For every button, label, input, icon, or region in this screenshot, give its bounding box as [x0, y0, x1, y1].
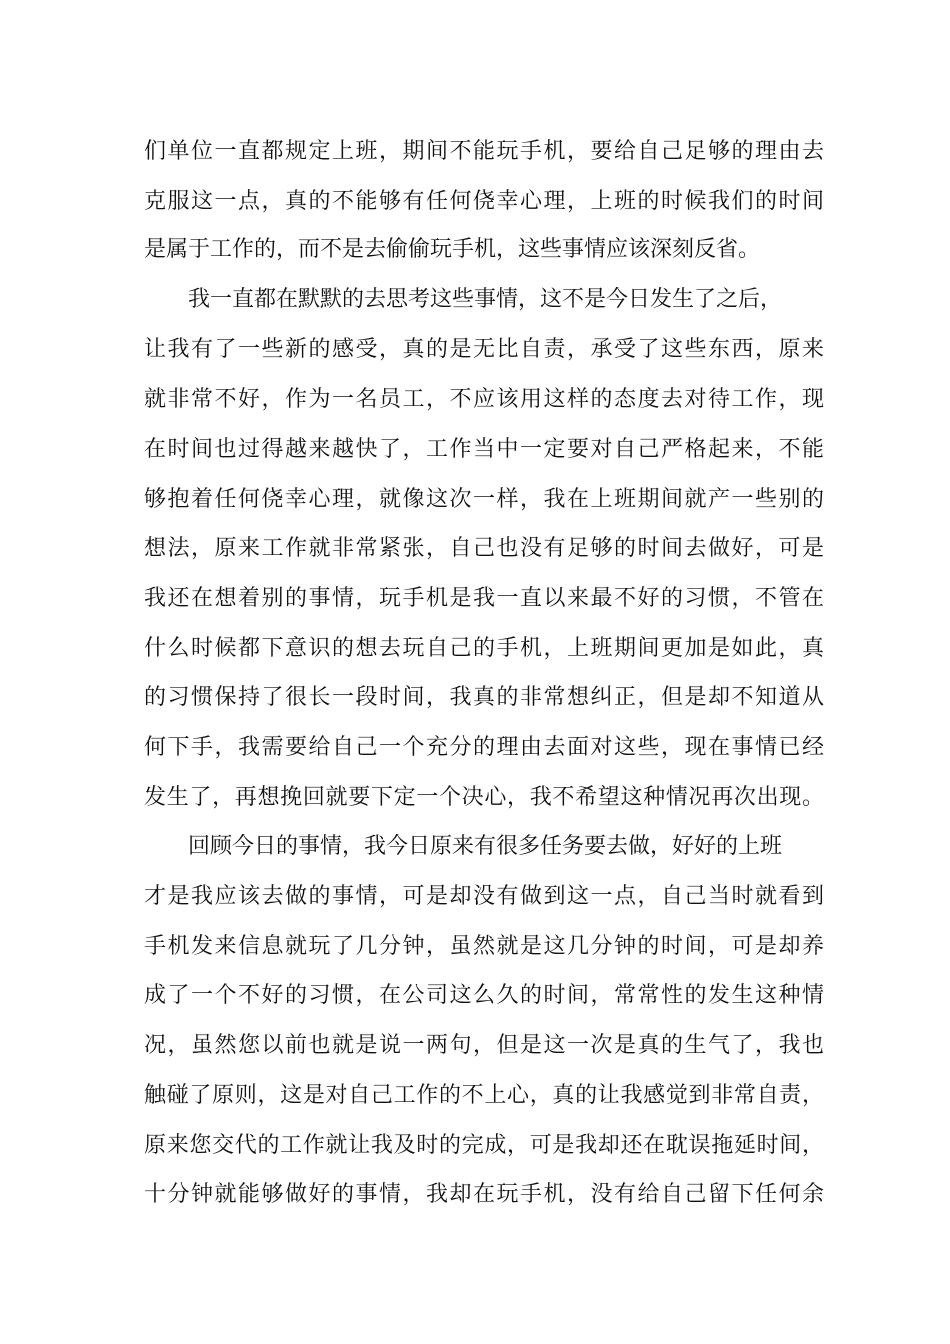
text-line: 想法，原来工作就非常紧张，自己也没有足够的时间去做好，可是	[144, 536, 824, 561]
text-line: 况，虽然您以前也就是说一两句，但是这一次是真的生气了，我也	[144, 1033, 824, 1058]
text-line: 就非常不好，作为一名员工，不应该用这样的态度去对待工作，现	[144, 387, 824, 412]
text-line: 手机发来信息就玩了几分钟，虽然就是这几分钟的时间，可是却养	[144, 934, 824, 959]
text-line: 够抱着任何侥幸心理，就像这次一样，我在上班期间就产一些别的	[144, 487, 824, 512]
text-line: 什么时候都下意识的想去玩自己的手机，上班期间更加是如此，真	[144, 636, 824, 661]
text-line: 十分钟就能够做好的事情，我却在玩手机，没有给自己留下任何余	[144, 1182, 824, 1207]
text-line: 触碰了原则，这是对自己工作的不上心，真的让我感觉到非常自责，	[144, 1083, 824, 1108]
text-line-paragraph-start: 我一直都在默默的去思考这些事情，这不是今日发生了之后，	[188, 287, 783, 312]
text-line: 原来您交代的工作就让我及时的完成，可是我却还在耽误拖延时间，	[144, 1133, 824, 1158]
text-line: 的习惯保持了很长一段时间，我真的非常想纠正，但是却不知道从	[144, 685, 824, 710]
text-line: 让我有了一些新的感受，真的是无比自责，承受了这些东西，原来	[144, 337, 824, 362]
text-line: 成了一个不好的习惯，在公司这么久的时间，常常性的发生这种情	[144, 983, 824, 1008]
text-line: 我还在想着别的事情，玩手机是我一直以来最不好的习惯，不管在	[144, 586, 824, 611]
text-line: 发生了，再想挽回就要下定一个决心，我不希望这种情况再次出现。	[144, 785, 824, 810]
text-line: 何下手，我需要给自己一个充分的理由去面对这些，现在事情已经	[144, 735, 824, 760]
text-line: 们单位一直都规定上班，期间不能玩手机，要给自己足够的理由去	[144, 139, 824, 164]
text-line: 克服这一点，真的不能够有任何侥幸心理，上班的时候我们的时间	[144, 189, 824, 214]
text-line-paragraph-start: 回顾今日的事情，我今日原来有很多任务要去做，好好的上班	[188, 834, 783, 859]
text-line: 才是我应该去做的事情，可是却没有做到这一点，自己当时就看到	[144, 884, 824, 909]
text-line: 在时间也过得越来越快了，工作当中一定要对自己严格起来，不能	[144, 437, 824, 462]
text-line: 是属于工作的，而不是去偷偷玩手机，这些事情应该深刻反省。	[144, 237, 761, 262]
